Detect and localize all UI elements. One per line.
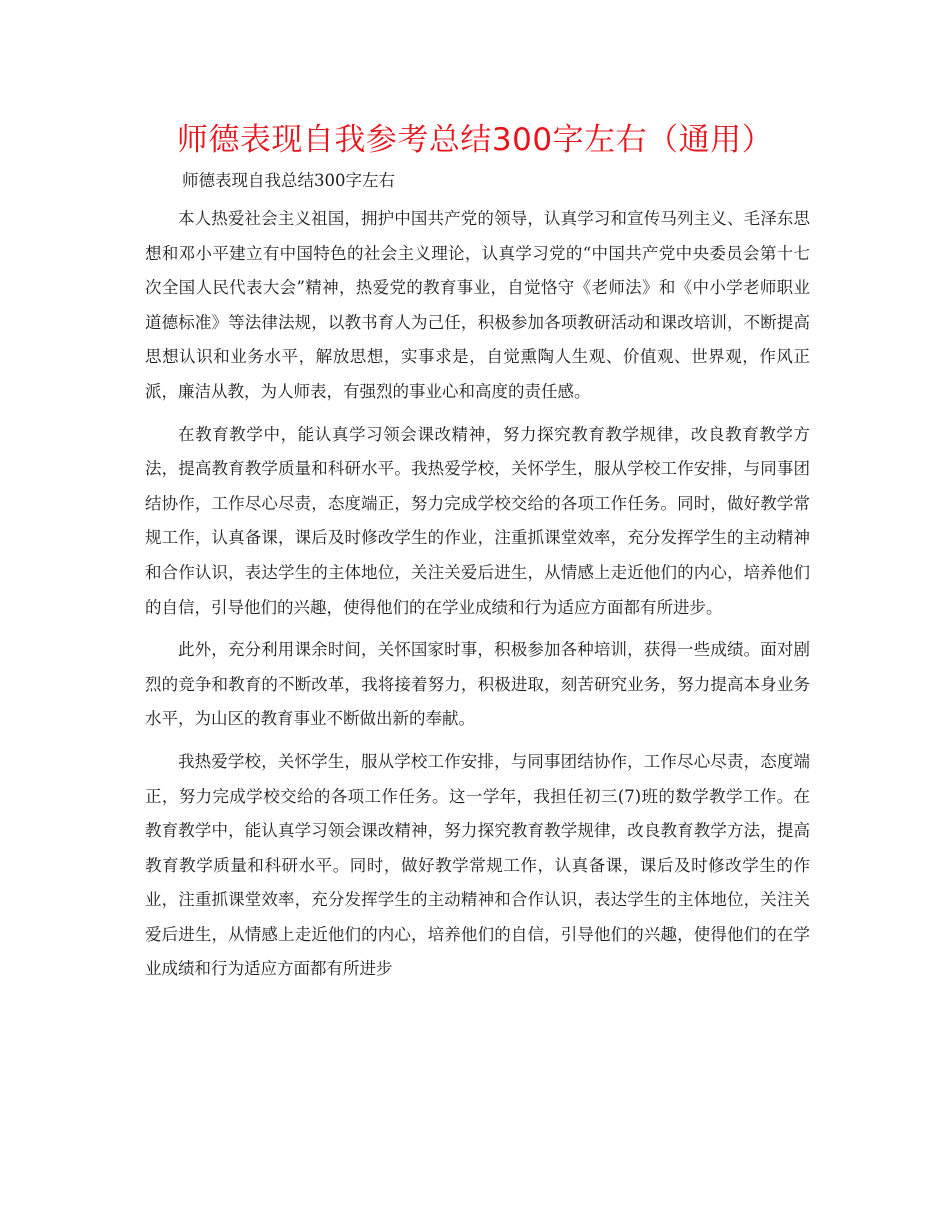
paragraph-4: 我热爱学校，关怀学生，服从学校工作安排，与同事团结协作，工作尽心尽责，态度端正，努力完成学校交给的各项工作任务。这一学年，我担任初三(7)班的数学教学工作。在教育教学中，能认真学习领会课改精神，努力探究教育教学规律，改良教育教学方法，提高教育教学质量和科研水平。同时，做好教学常规工作，认真备课，课后及时修改学生的作业，注重抓课堂效率，充分发挥学生的主动精神和合作认识，表达学生的主体地位，关注关爱后进生，从情感上走近他们的内心，培养他们的自信，引导他们的兴趣，使得他们的在学业成绩和行为适应方面都有所进步 (145, 751, 810, 979)
document-subtitle: 师德表现自我总结300字左右 (182, 171, 395, 190)
paragraph-1: 本人热爱社会主义祖国，拥护中国共产党的领导，认真学习和宣传马列主义、毛泽东思想和邓小平建立有中国特色的社会主义理论，认真学习党的“中国共产党中央委员会第十七次全国人民代表大会”精神，热爱党的教育事业，自觉恪守《老师法》和《中小学老师职业道德标准》等法律法规，以教书育人为己任，积极参加各项教研活动和课改培训，不断提高思想认识和业务水平，解放思想，实事求是，自觉熏陶人生观、价值观、世界观，作风正派，廉洁从教，为人师表，有强烈的事业心和高度的责任感。 (145, 209, 810, 401)
document-body (145, 202, 810, 995)
document-title: 师德表现自我参考总结300字左右（通用） (176, 122, 774, 158)
paragraph-2: 在教育教学中，能认真学习领会课改精神，努力探究教育教学规律，改良教育教学方法，提高教育教学质量和科研水平。我热爱学校，关怀学生，服从学校工作安排，与同事团结协作，工作尽心尽责，态度端正，努力完成学校交给的各项工作任务。同时，做好教学常规工作，认真备课，课后及时修改学生的作业，注重抓课堂效率，充分发挥学生的主动精神和合作认识，表达学生的主体地位，关注关爱后进生，从情感上走近他们的内心，培养他们的自信，引导他们的兴趣，使得他们的在学业成绩和行为适应方面都有所进步。 (145, 424, 810, 617)
paragraph-3: 此外，充分利用课余时间，关怀国家时事，积极参加各种培训，获得一些成绩。面对剧烈的竞争和教育的不断改革，我将接着努力，积极进取，刻苦研究业务，努力提高本身业务水平，为山区的教育事业不断做出新的奉献。 (145, 640, 810, 729)
